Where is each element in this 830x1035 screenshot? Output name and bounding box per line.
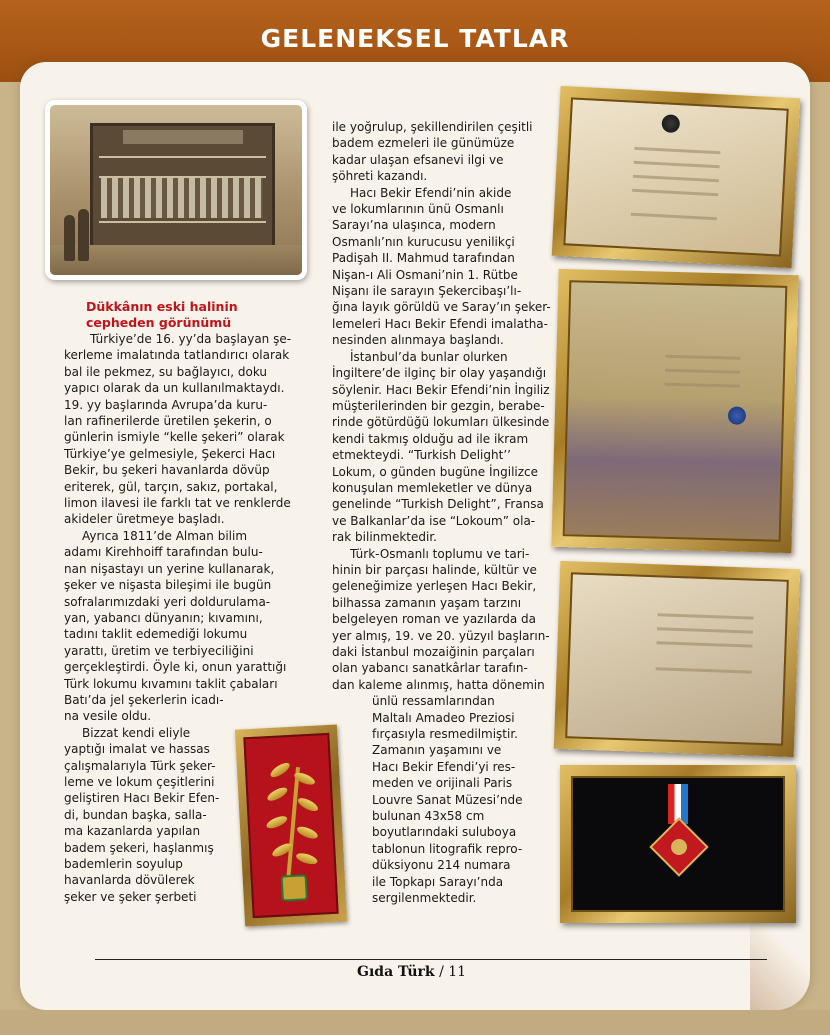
page-footer	[357, 964, 466, 980]
shop-photo	[45, 100, 307, 280]
page-number: 11	[448, 964, 467, 980]
shop-facade	[90, 123, 275, 251]
bottom-strip	[0, 1010, 830, 1035]
photo-caption: Dükkânın eski halinin cepheden görünümü	[86, 299, 238, 330]
gold-branch-medal-photo	[235, 724, 347, 926]
seal-icon	[661, 114, 680, 133]
person-figure	[78, 209, 89, 261]
medal-icon	[728, 406, 746, 424]
footer-separator: /	[439, 964, 444, 980]
magazine-name: Gıda Türk	[357, 964, 435, 980]
article-column-2: ile yoğrulup, şekillendirilen çeşitli badem ezmeleri ile günümüze kadar ulaşan efsanevi ilgi ve şöhreti kazandı. Hacı Bekir Efendi’nin akide ve lokumlarının ünü Osmanlı Sarayı’na ulaşınca, modern Osmanlı’nın kurucusu yenilikçi Padişah II. Mahmud tarafından Nişan-ı Ali Osmani’nin 1. Rütbe Nişanı ile sarayın Şekercibaşı’lı- ğına layık görüldü ve Saray’ın şeker- lemeleri Hacı Bekir Efendi imalatha- nesinden alınmaya başlandı. İstanbul’da bunlar olurken İngiltere’de ilginç bir olay yaşandığı söylenir. Hacı Bekir Efendi’nin İngiliz müşterilerinden bir gezgin, berabe- rinde götürdüğü lokumları ülkesinde kendi takmış olduğu ad ile ikram etmekteydi. “Turkish Delight’’ Lokum, o günden bugüne İngilizce konuşulan memleketler ve dünya genelinde “Turkish Delight”, Fransa ve Balkanlar’da ise “Lokoum” ola- rak bilinmektedir. Türk-Osmanlı toplumu ve tari- hinin bir parçası halinde, kültür ve geleneğimize yerleşen Hacı Bekir, bilhassa zamanın yaşam tarzını belgeleyen roman ve yazılarda da yer almış, 19. ve 20. yüzyıl başların- daki İstanbul mozaiğinin parçaları olan yabancı sanatkârlar tarafın- dan kaleme alınmış, hatta dönemin ünlü ressamlarından Maltalı Amadeo Preziosi fırçasıyla resmedilmiştir. Zamanın yaşamını ve Hacı Bekir Efendi’yi res- meden ve orijinali Paris Louvre Sanat Müzesi’nde bulunan 43x58 cm boyutlarındaki suluboya tablonun litografik repro- düksiyonu 214 numara ile Topkapı Sarayı’nda sergilenmektedir.	[332, 120, 551, 906]
framed-illustrated-diploma-photo	[551, 269, 798, 553]
article-column-1: Türkiye’de 16. yy’da başlayan şe- kerleme imalatında tatlandırıcı olarak bal ile pekmez, su bağlayıcı, doku yapıcı olarak da un kullanılmaktaydı. 19. yy başlarında Avrupa’da kuru- lan rafinerilerde üretilen şekerin, o günlerin ismiyle “kelle şekeri” olarak Türkiye’ye gelmesiyle, Şekerci Hacı Bekir, bu şekeri havanlarda dövüp eriterek, gül, tarçın, sakız, portakal, limon ilavesi ile farklı tat ve renklerde akideler üretmeye başladı. Ayrıca 1811’de Alman bilim adamı Kirehhoiff tarafından bulu- nan nişastayı un yerine kullanarak, şeker ve nişasta bileşimi ile bugün sofralarımızdaki yeri doldurulama- yan, yabancı dünyanın; kıvamını, tadını taklit edemediği lokumu yarattı, üretim ve terbiyeciliğini gerçekleştirdi. Öyle ki, onun yarattığı Türk lokumu kıvamını taklit çabaları Batı’da jel şekerlerin icadı- na vesile oldu. Bizzat kendi eliyle yaptığı imalat ve hassas çalışmalarıyla Türk şeker- leme ve lokum çeşitlerini geliştiren Hacı Bekir Efen- di, bundan başka, salla- ma kazanlarda yapılan badem şekeri, haşlanmış bademlerin soyulup havanlarda dövülerek şeker ve şeker şerbeti	[64, 332, 292, 904]
section-title: GELENEKSEL TATLAR	[260, 24, 570, 53]
framed-jury-diploma-photo	[552, 86, 801, 268]
footer-rule	[95, 959, 767, 960]
person-figure	[64, 215, 75, 261]
framed-grand-prix-diploma-photo	[554, 561, 800, 757]
framed-order-medal-photo	[560, 765, 796, 923]
medal-badge-icon	[281, 874, 308, 901]
